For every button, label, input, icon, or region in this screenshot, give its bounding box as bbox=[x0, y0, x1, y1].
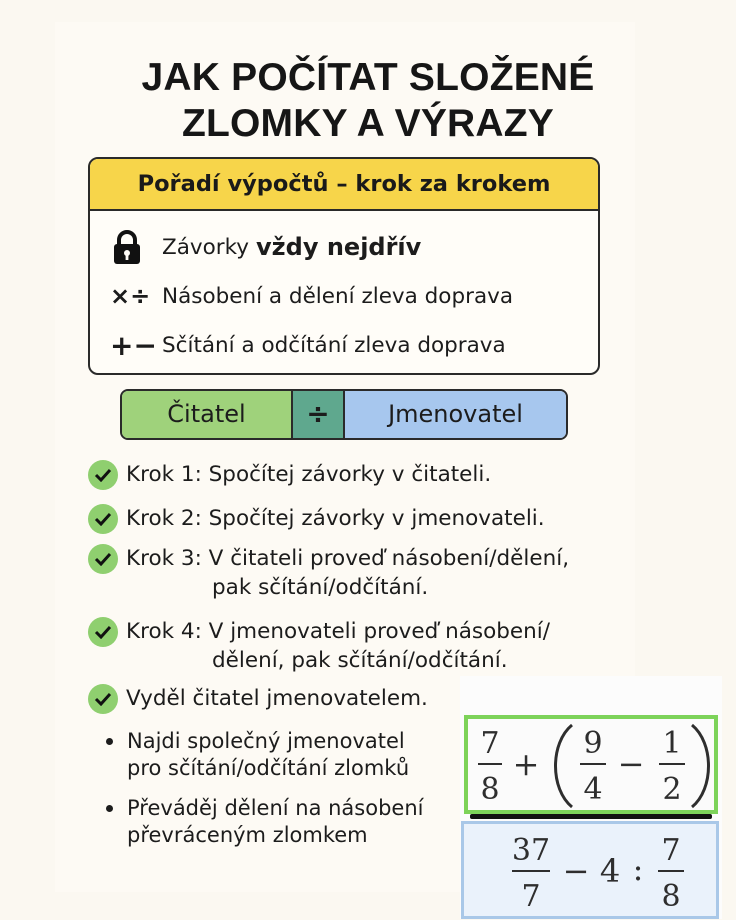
math-digit: 8 bbox=[480, 772, 500, 807]
bullet-dot bbox=[106, 738, 113, 745]
step-text: Vyděl čitatel jmenovatelem. bbox=[126, 686, 428, 711]
order-row-emphasis: vždy nejdřív bbox=[256, 233, 422, 261]
math-digit: 4 bbox=[583, 772, 603, 807]
check-icon bbox=[88, 504, 118, 534]
colon-sign: : bbox=[632, 850, 644, 888]
denominator-expression bbox=[461, 821, 719, 919]
denominator-expression-svg bbox=[464, 824, 716, 916]
step-line: dělení, pak sčítání/odčítání. bbox=[212, 648, 508, 673]
math-digit: 7 bbox=[521, 879, 541, 914]
check-icon bbox=[88, 617, 118, 647]
order-row-label: Násobení a dělení zleva doprava bbox=[162, 283, 514, 309]
page-title bbox=[0, 55, 736, 147]
lock-icon bbox=[110, 229, 162, 265]
math-digit: 1 bbox=[662, 726, 682, 761]
bullet-text bbox=[127, 795, 423, 849]
bullet-line: pro sčítání/odčítání zlomků bbox=[127, 756, 410, 780]
check-icon bbox=[88, 544, 118, 574]
minus-sign: − bbox=[562, 852, 590, 890]
bullet-item bbox=[106, 795, 423, 849]
step-item bbox=[88, 504, 626, 534]
bullet-line: převráceným zlomkem bbox=[127, 823, 368, 847]
order-row-label: Závorky bbox=[162, 234, 250, 260]
check-icon bbox=[88, 684, 118, 714]
numerator-expression-svg bbox=[468, 719, 714, 810]
fraction-line bbox=[658, 870, 684, 872]
fraction-line bbox=[478, 763, 502, 765]
order-header: Pořadí výpočtů – krok za krokem bbox=[90, 159, 598, 211]
bullet-text bbox=[127, 728, 409, 782]
order-row-parentheses bbox=[110, 230, 421, 264]
step-text bbox=[126, 617, 626, 675]
math-digit: 4 bbox=[599, 852, 621, 890]
step-line: Krok 4: V jmenovateli proveď násobení/ bbox=[126, 619, 550, 644]
add-subtract-icon: +− bbox=[110, 328, 157, 362]
step-line: pak sčítání/odčítání. bbox=[212, 575, 429, 600]
math-digit: 7 bbox=[661, 833, 681, 868]
math-digit: 9 bbox=[583, 726, 603, 761]
step-item bbox=[88, 544, 626, 602]
math-digit: 2 bbox=[662, 772, 682, 807]
minus-sign: − bbox=[617, 745, 645, 783]
math-digit: 8 bbox=[661, 879, 681, 914]
order-row-label: Sčítání a odčítání zleva doprava bbox=[162, 332, 506, 358]
plus-sign: + bbox=[512, 745, 540, 783]
check-icon bbox=[88, 460, 118, 490]
bullet-line: Najdi společný jmenovatel bbox=[127, 729, 405, 753]
numerator-label: Čitatel bbox=[122, 391, 291, 438]
fraction-line bbox=[659, 763, 685, 765]
division-line bbox=[470, 814, 712, 819]
right-paren bbox=[692, 725, 709, 807]
title-line-1: JAK POČÍTAT SLOŽENÉ bbox=[141, 56, 595, 99]
fraction-bar bbox=[120, 389, 568, 440]
step-text: Krok 1: Spočítej závorky v čitateli. bbox=[126, 462, 492, 487]
title-line-2: ZLOMKY A VÝRAZY bbox=[181, 102, 555, 145]
step-line: Krok 3: V čitateli proveď násobení/dělení, bbox=[126, 546, 570, 571]
fraction-line bbox=[580, 763, 606, 765]
bullet-dot bbox=[106, 805, 113, 812]
bullet-line: Převáděj dělení na násobení bbox=[127, 796, 424, 820]
left-paren bbox=[556, 725, 573, 807]
order-of-operations-box bbox=[88, 157, 600, 375]
step-item bbox=[88, 460, 626, 490]
step-text: Krok 2: Spočítej závorky v jmenovateli. bbox=[126, 506, 545, 531]
numerator-expression bbox=[464, 715, 718, 814]
multiply-divide-icon: ×÷ bbox=[110, 282, 151, 310]
math-digit: 37 bbox=[511, 833, 551, 868]
step-item bbox=[88, 617, 626, 675]
divide-icon: ÷ bbox=[291, 391, 345, 438]
fraction-line bbox=[512, 870, 550, 872]
math-digit: 7 bbox=[480, 726, 500, 761]
denominator-label: Jmenovatel bbox=[345, 391, 566, 438]
order-row-multiply-divide bbox=[110, 279, 513, 313]
order-row-add-subtract bbox=[110, 328, 506, 362]
step-text bbox=[126, 544, 626, 602]
bullet-item bbox=[106, 728, 409, 782]
step-item bbox=[88, 684, 456, 714]
